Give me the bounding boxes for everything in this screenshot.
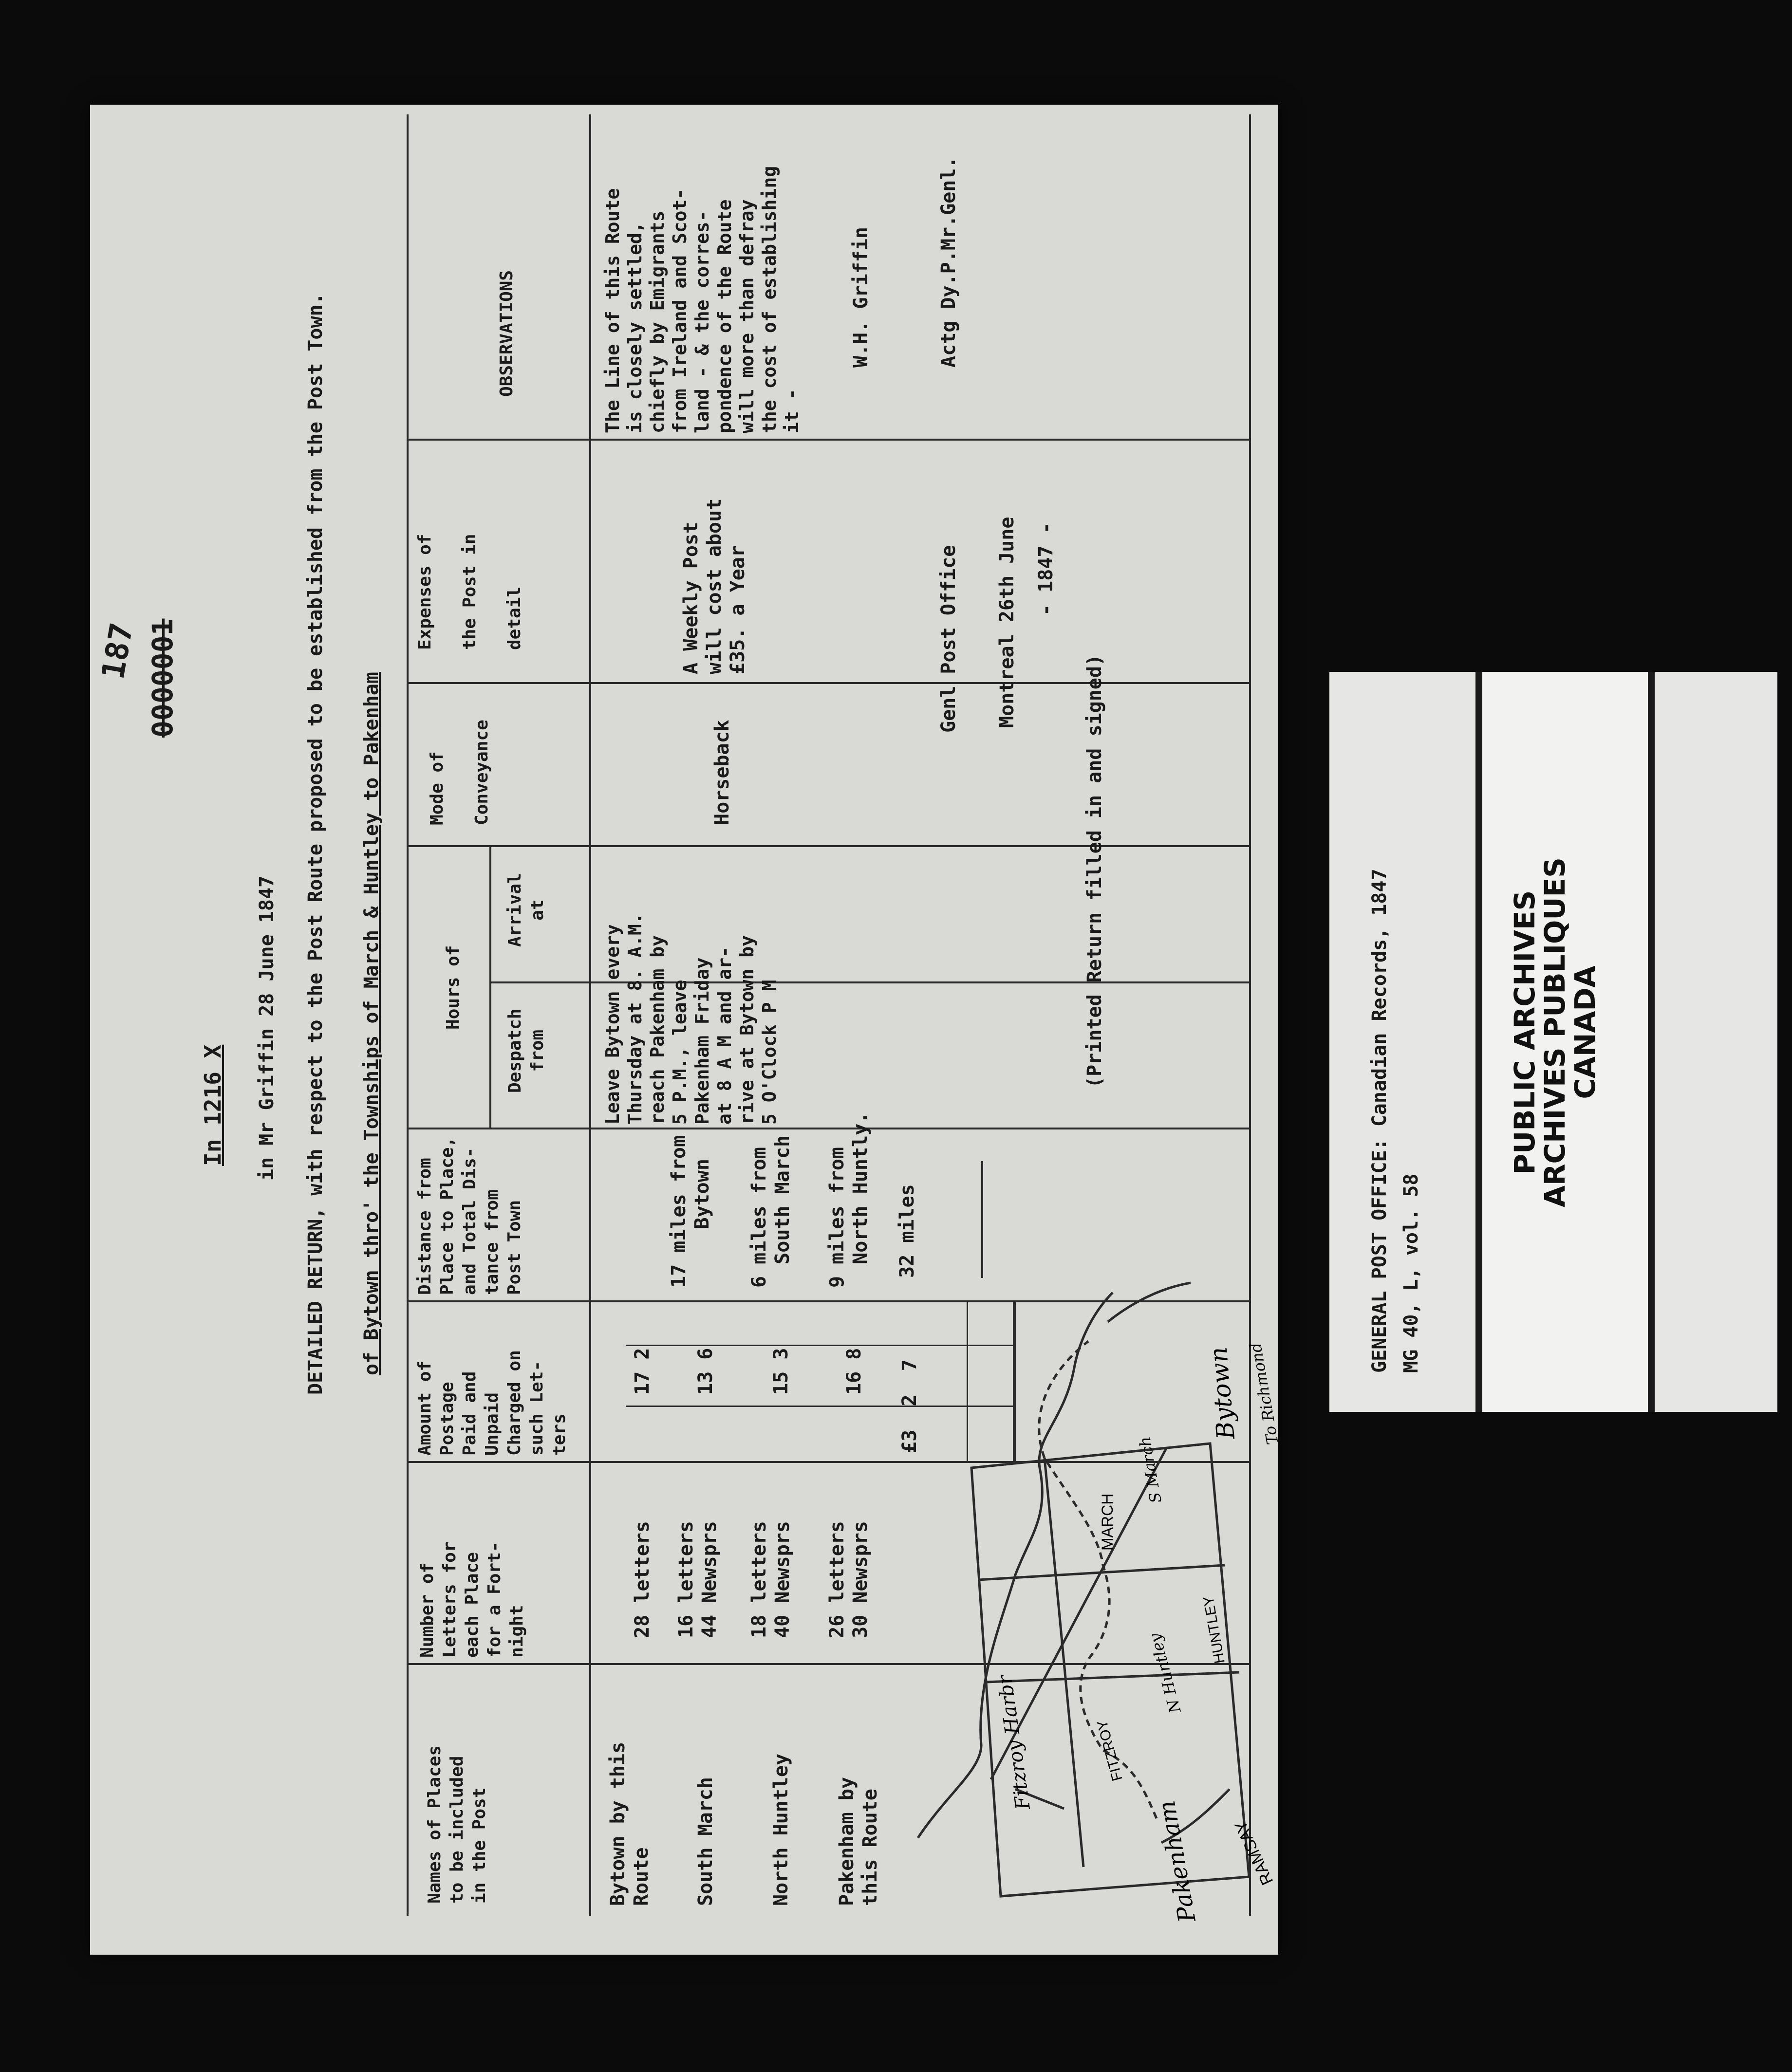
- header-hours: Hours of: [443, 945, 463, 1030]
- archive-label-rotated: [1329, 672, 1777, 1412]
- header-distance: Distance from Place to Place, and Total Dis- tance from Post Town: [415, 1136, 524, 1295]
- col-divider-7: [407, 439, 1249, 441]
- row-place-3: North Huntley: [770, 1753, 792, 1906]
- map-ramsay: RAMSAY: [1231, 1817, 1277, 1888]
- signature-name: W.H. Griffin: [850, 227, 872, 368]
- map-fitzroy: FITZROY: [1094, 1718, 1126, 1783]
- row-place-4: Pakenham by this Route: [836, 1777, 881, 1906]
- township-divider-2: [986, 1672, 1239, 1682]
- row-letters-1: 28 letters: [631, 1521, 653, 1638]
- row-postage-4: 16 8: [843, 1348, 865, 1395]
- row-distance-2: 17 miles from Bytown: [668, 1135, 713, 1288]
- map-to-richmond: To Richmond: [1246, 1341, 1282, 1446]
- year: - 1847 -: [1035, 522, 1057, 616]
- row-postage-3: 15 3: [770, 1348, 792, 1395]
- archive-label-line1: GENERAL POST OFFICE: Canadian Records, 1847: [1368, 869, 1391, 1373]
- rotated-content: [90, 105, 1282, 1955]
- row-letters-2: 16 letters 44 Newsprs: [675, 1521, 721, 1638]
- archive-stamp: PUBLIC ARCHIVES ARCHIVES PUBLIQUES CANADA: [1508, 857, 1602, 1207]
- richmond-road: [1108, 1283, 1191, 1322]
- header-despatch: Despatch from: [505, 1008, 547, 1093]
- header-mode: Mode of Conveyance: [427, 720, 492, 825]
- archive-label: [1329, 672, 1777, 1412]
- row-letters-3: 18 letters 40 Newsprs: [748, 1521, 794, 1638]
- header-places: Names of Places to be included in the Post: [425, 1745, 489, 1904]
- distance-total: 32 miles: [896, 1184, 918, 1278]
- col-divider-6: [407, 682, 1249, 684]
- expenses-text: A Weekly Post will cost about £35. a Year: [680, 498, 749, 674]
- township-divider-4: [1045, 1458, 1083, 1867]
- observations-text: The Line of this Route is closely settled, chiefly by Emigrants from Ireland and Scot- land - & the corres- pondence of the Route will more than defray the cost of establishing it -: [602, 166, 803, 433]
- col-divider-5: [407, 845, 1249, 847]
- struck-number: 0000001: [146, 618, 179, 738]
- map-huntley: HUNTLEY: [1200, 1594, 1228, 1665]
- row-postage-1: 17 2: [631, 1348, 653, 1395]
- printed-return-note: (Printed Return filled in and signed): [1083, 654, 1106, 1088]
- hours-text: Leave Bytown every Thursday at 8. A.M. reach Pakenham by 5 P.M., leave Pakenham Friday at 8 A M and ar- rive at Bytown by 5 O'Clock P M: [602, 913, 780, 1125]
- document-title: DETAILED RETURN, with respect to the Post Route proposed to be established from the Post Town.: [304, 293, 327, 1395]
- row-postage-2: 13 6: [694, 1348, 717, 1395]
- folio-number: 187: [95, 620, 141, 682]
- reference-number: In 1216 X: [200, 1044, 226, 1166]
- row-distance-4: 9 miles from North Huntly.: [826, 1111, 872, 1288]
- map-n-huntley: N Huntley: [1145, 1631, 1185, 1715]
- map-march: MARCH: [1099, 1493, 1116, 1551]
- header-observations: OBSERVATIONS: [497, 270, 517, 397]
- header-postage: Amount of Postage Paid and Unpaid Charged on such Let- ters: [415, 1350, 569, 1456]
- document-page: [90, 105, 1282, 1955]
- header-arrival: Arrival at: [505, 873, 547, 947]
- map-s-march: S March: [1135, 1435, 1165, 1505]
- row-place-2: South March: [694, 1777, 717, 1906]
- route-title: of Bytown thro' the Townships of March & Huntley to Pakenham: [360, 672, 383, 1375]
- header-expenses: Expenses of the Post in detail: [415, 534, 524, 650]
- row-place-1: Bytown by this Route: [607, 1741, 653, 1906]
- postage-total: £3 2 7: [898, 1359, 921, 1453]
- mode-text: Horseback: [711, 720, 733, 825]
- subheading: in Mr Griffin 28 June 1847: [256, 875, 278, 1181]
- row-distance-3: 6 miles from South March: [748, 1135, 794, 1288]
- place-date: Montreal 26th June: [996, 517, 1018, 728]
- archive-label-line2: MG 40, L, vol. 58: [1400, 1173, 1422, 1373]
- map-bytown: Bytown: [1204, 1346, 1240, 1441]
- map-fitzroy-harbr: Fitzroy Harbr: [993, 1673, 1035, 1812]
- map-pakenham: Pakenham: [1153, 1798, 1201, 1924]
- route-map: [90, 1078, 1282, 1955]
- row-letters-4: 26 letters 30 Newsprs: [826, 1521, 872, 1638]
- signature-title: Actg Dy.P.Mr.Genl.: [937, 156, 960, 368]
- header-letters: Number of Letters for each Place for a Fort- night: [417, 1541, 527, 1658]
- office-name: Genl Post Office: [937, 545, 960, 733]
